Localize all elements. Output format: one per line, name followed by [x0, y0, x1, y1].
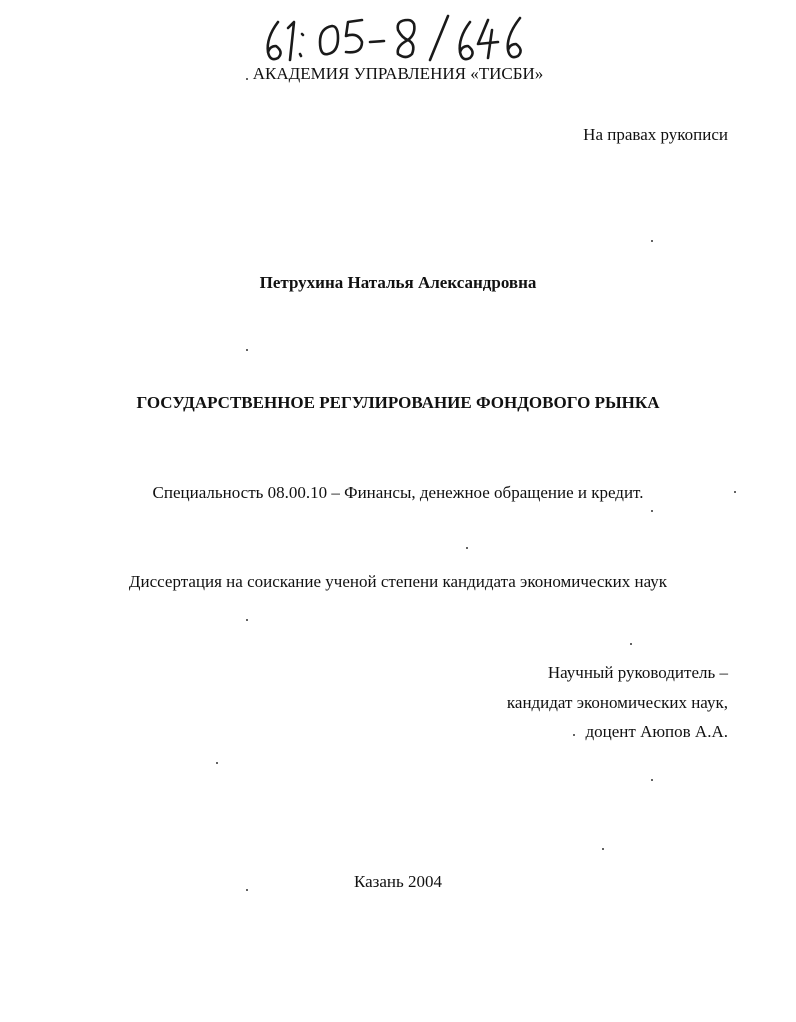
scan-speck — [246, 889, 248, 891]
handwritten-catalog-number — [258, 8, 528, 68]
scan-speck — [651, 510, 653, 512]
place-and-year: Казань 2004 — [353, 872, 443, 891]
scan-speck — [246, 619, 248, 621]
scan-speck — [602, 848, 604, 850]
scan-speck — [630, 643, 632, 645]
scan-speck — [651, 779, 653, 781]
dissertation-title: ГОСУДАРСТВЕННОЕ РЕГУЛИРОВАНИЕ ФОНДОВОГО РЫНКА — [136, 393, 660, 412]
scan-speck — [246, 349, 248, 351]
manuscript-rights-note: На правах рукописи — [583, 125, 728, 144]
author-name: Петрухина Наталья Александровна — [259, 273, 537, 292]
institution-name: АКАДЕМИЯ УПРАВЛЕНИЯ «ТИСБИ» — [252, 64, 544, 83]
scan-speck — [246, 78, 248, 80]
scan-speck — [466, 547, 468, 549]
supervisor-degree: кандидат экономических наук, — [506, 693, 728, 712]
scan-speck — [651, 240, 653, 242]
supervisor-name: доцент Аюпов А.А. — [585, 722, 728, 741]
specialty-line: Специальность 08.00.10 – Финансы, денежное обращение и кредит. — [152, 483, 644, 502]
dissertation-degree-line: Диссертация на соискание ученой степени кандидата экономических наук — [128, 572, 668, 591]
scan-speck — [734, 491, 736, 493]
scan-speck — [573, 734, 575, 736]
scan-speck — [216, 762, 218, 764]
supervisor-label: Научный руководитель – — [547, 663, 728, 682]
